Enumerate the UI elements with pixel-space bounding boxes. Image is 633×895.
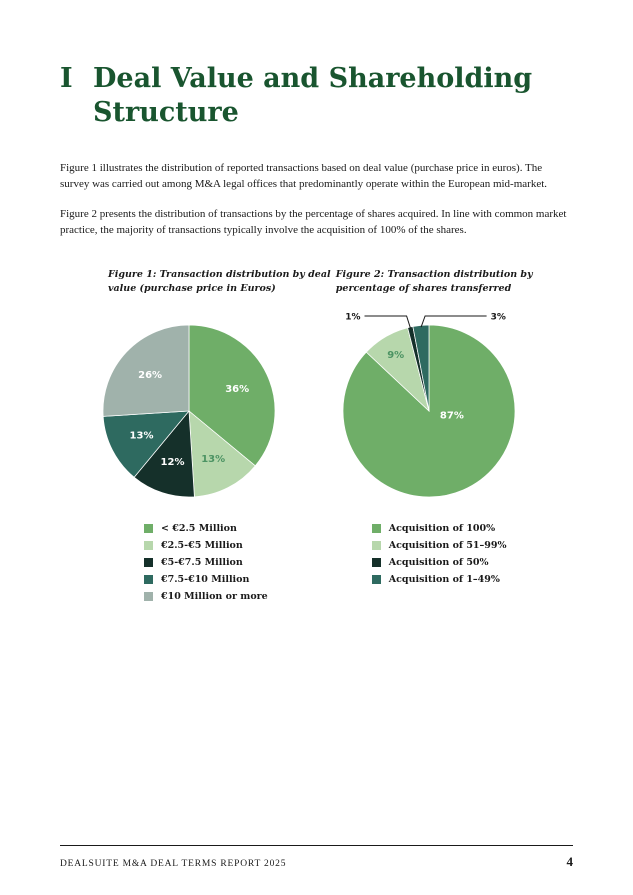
page-title — [93, 62, 532, 130]
pie-slice-value-label: 13% — [129, 430, 154, 442]
legend-item — [144, 588, 334, 605]
figure1-caption-line1: Figure 1: Transaction distribution by deal — [108, 269, 331, 280]
pie-slice-value-label: 3% — [490, 312, 506, 323]
page-number: 4 — [566, 854, 573, 869]
figure-2 — [334, 268, 573, 605]
legend-item — [144, 571, 334, 588]
legend-swatch — [372, 558, 381, 567]
figure2-pie-chart — [334, 306, 524, 511]
pie-slice-value-label: 87% — [439, 410, 464, 422]
figure2-legend — [372, 520, 573, 588]
pie-slice-value-label: 1% — [344, 312, 361, 323]
figure2-caption-line2: percentage of shares transferred — [335, 283, 512, 294]
figure1-caption-line2: value (purchase price in Euros) — [108, 283, 276, 294]
legend-item — [372, 520, 573, 537]
figure-1 — [106, 268, 334, 605]
page-footer — [60, 845, 573, 870]
legend-swatch — [144, 592, 153, 601]
legend-swatch — [144, 524, 153, 533]
callout-leader-line — [364, 316, 410, 329]
legend-label: €10 Million or more — [161, 591, 268, 602]
legend-item — [144, 554, 334, 571]
legend-item — [144, 537, 334, 554]
legend-item — [372, 554, 573, 571]
legend-label: €5-€7.5 Million — [161, 557, 243, 568]
legend-item — [144, 520, 334, 537]
pie-slice-value-label: 36% — [225, 383, 250, 395]
figure1-pie-chart — [94, 306, 284, 511]
section-title-block — [60, 62, 573, 130]
figure1-legend — [144, 520, 334, 605]
title-line-1: Deal Value and Shareholding — [93, 63, 533, 94]
pie-slice-value-label: 13% — [201, 454, 226, 465]
legend-label: Acquisition of 1–49% — [388, 574, 500, 585]
legend-swatch — [372, 541, 381, 550]
legend-swatch — [144, 558, 153, 567]
legend-swatch — [144, 575, 153, 584]
pie-slice-value-label: 12% — [160, 457, 185, 469]
footer-report-title: DEALSUITE M&A DEAL TERMS REPORT 2025 — [60, 859, 287, 869]
legend-label: €2.5-€5 Million — [161, 540, 243, 551]
pie-slice-value-label: 26% — [138, 370, 163, 381]
figure2-caption-line1: Figure 2: Transaction distribution by — [335, 269, 533, 280]
legend-swatch — [372, 575, 381, 584]
figure2-caption — [334, 268, 573, 296]
paragraph-figure2: Figure 2 presents the distribution of transactions by the percentage of shares acquired. In line with common market practice, the majority of transactions typically involve the acquisition of 100% of the shares. — [60, 208, 567, 236]
paragraph-figure1: Figure 1 illustrates the distribution of reported transactions based on deal value (purchase price in euros). The survey was carried out among M&A legal offices that predominantly operate within the European mid-market. — [60, 162, 548, 190]
legend-item — [372, 537, 573, 554]
legend-swatch — [144, 541, 153, 550]
legend-label: Acquisition of 100% — [388, 523, 496, 534]
figures-row — [106, 268, 573, 605]
pie-slice-value-label: 9% — [386, 350, 404, 362]
legend-label: Acquisition of 50% — [388, 557, 489, 568]
title-line-2: Structure — [93, 97, 239, 128]
legend-item — [372, 571, 573, 588]
figure1-caption — [106, 268, 334, 296]
intro-text-block — [60, 160, 573, 238]
legend-label: < €2.5 Million — [161, 523, 237, 534]
legend-swatch — [372, 524, 381, 533]
legend-label: €7.5-€10 Million — [161, 574, 250, 585]
legend-label: Acquisition of 51–99% — [388, 540, 507, 551]
section-number: I — [60, 63, 73, 94]
